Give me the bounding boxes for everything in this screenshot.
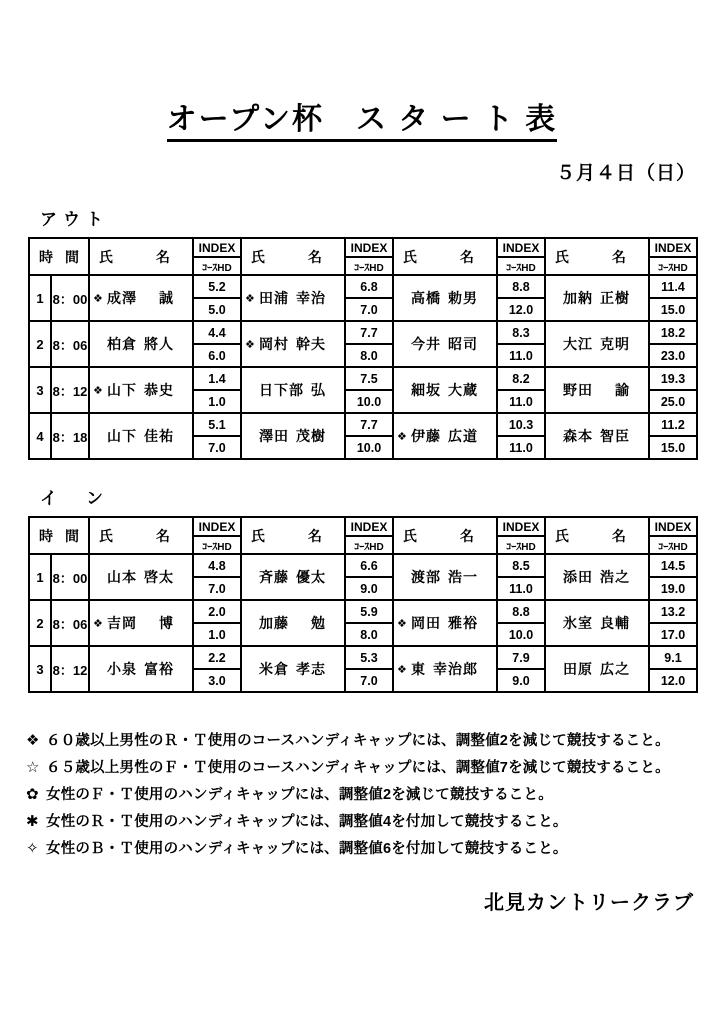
player-given-name: 正樹	[600, 290, 630, 306]
name-header-left: 氏	[555, 527, 569, 544]
index-value-cell: 13.2	[649, 600, 697, 623]
course-hd-value-cell: 11.0	[497, 390, 545, 413]
time-header-label	[30, 247, 88, 267]
player-given-name: 諭	[615, 382, 630, 398]
player-surname: 山下	[107, 428, 137, 444]
player-given-name: 幹夫	[296, 336, 326, 352]
player-surname: 今井	[411, 336, 441, 352]
course-hd-value-cell: 9.0	[345, 577, 393, 600]
index-value-cell: 5.1	[193, 413, 241, 436]
player-name-cell	[545, 554, 649, 600]
time-header-left: 時	[39, 527, 53, 544]
index-value-cell: 5.9	[345, 600, 393, 623]
name-header-left: 氏	[403, 527, 417, 544]
player-surname: 野田	[563, 382, 593, 398]
player-given-name: 富裕	[144, 661, 174, 677]
handicap-mark-icon: ❖	[397, 663, 407, 676]
player-surname: 田原	[563, 661, 593, 677]
col-header-name	[241, 517, 345, 554]
player-surname: 成澤	[107, 290, 137, 306]
player-name	[546, 288, 648, 308]
col-header-course-hd: ｺｰｽHD	[193, 536, 241, 554]
index-value-cell: 14.5	[649, 554, 697, 577]
handicap-mark-icon: ❖	[93, 617, 103, 630]
start-table-in	[28, 516, 698, 693]
player-given-name: 佳祐	[144, 428, 174, 444]
name-header-label	[546, 526, 648, 546]
player-name-cell	[89, 321, 193, 367]
footnote-item	[26, 783, 724, 810]
col-header-time	[29, 238, 89, 275]
player-given-name: 茂樹	[296, 428, 326, 444]
index-value-cell: 2.2	[193, 646, 241, 669]
player-name-cell	[393, 646, 497, 692]
name-header-left: 氏	[99, 248, 113, 265]
name-header-left: 氏	[251, 527, 265, 544]
player-name-cell	[393, 600, 497, 646]
course-hd-value-cell: 12.0	[649, 669, 697, 692]
name-header-label	[394, 526, 496, 546]
player-name-cell	[89, 275, 193, 321]
name-header-label	[394, 247, 496, 267]
index-value-cell: 11.2	[649, 413, 697, 436]
player-name	[90, 567, 192, 587]
player-surname: 小泉	[107, 661, 137, 677]
course-hd-value-cell: 5.0	[193, 298, 241, 321]
player-surname: 米倉	[259, 661, 289, 677]
player-name	[242, 567, 344, 587]
player-given-name: 將人	[144, 336, 174, 352]
player-name	[242, 288, 344, 308]
player-given-name: 幸治郎	[433, 661, 478, 677]
player-surname: 加藤	[259, 615, 289, 631]
handicap-mark-icon: ❖	[93, 384, 103, 397]
name-header-right: 名	[156, 248, 170, 265]
name-header-label	[242, 247, 344, 267]
col-header-index: INDEX	[497, 517, 545, 536]
group-number-cell: 3	[29, 646, 51, 692]
name-header-right: 名	[612, 248, 626, 265]
player-name	[242, 659, 344, 679]
footnote-symbol-icon: ✧	[26, 840, 39, 857]
footnotes	[0, 729, 724, 864]
player-name	[394, 426, 496, 446]
player-given-name: 博	[159, 615, 174, 631]
player-name	[394, 613, 496, 633]
player-name	[546, 380, 648, 400]
footnote-text: ６５歳以上男性のＦ・Ｔ使用のコースハンディキャップには、調整値7を減じて競技すること。	[46, 760, 670, 776]
player-name-cell	[241, 367, 345, 413]
player-name	[90, 288, 192, 308]
group-number-cell: 1	[29, 275, 51, 321]
col-header-index: INDEX	[649, 238, 697, 257]
player-name	[546, 659, 648, 679]
course-hd-value-cell: 7.0	[345, 298, 393, 321]
index-value-cell: 8.8	[497, 600, 545, 623]
col-header-index: INDEX	[345, 238, 393, 257]
index-value-cell: 11.4	[649, 275, 697, 298]
page-title: オープン杯 ス タ ー ト 表	[167, 94, 558, 142]
player-given-name: 勅男	[448, 290, 478, 306]
footnote-symbol-icon: ❖	[26, 732, 40, 749]
course-hd-value-cell: 25.0	[649, 390, 697, 413]
index-value-cell: 10.3	[497, 413, 545, 436]
player-name-cell	[545, 600, 649, 646]
player-surname: 高橋	[411, 290, 441, 306]
section-label-out: アウト	[40, 210, 109, 229]
handicap-mark-icon: ❖	[397, 430, 407, 443]
event-date: ５月４日（日）	[555, 163, 696, 184]
player-surname: 大江	[563, 336, 593, 352]
handicap-mark-icon: ❖	[93, 292, 103, 305]
group-number-cell: 3	[29, 367, 51, 413]
player-given-name: 大蔵	[448, 382, 478, 398]
player-name-cell	[393, 554, 497, 600]
player-name	[242, 334, 344, 354]
tee-time-cell: 8：00	[51, 275, 89, 321]
player-name-cell	[545, 367, 649, 413]
col-header-time	[29, 517, 89, 554]
course-hd-value-cell: 19.0	[649, 577, 697, 600]
player-name-cell	[241, 600, 345, 646]
group-number-cell: 4	[29, 413, 51, 459]
index-value-cell: 2.0	[193, 600, 241, 623]
player-name	[546, 334, 648, 354]
name-header-label	[90, 247, 192, 267]
footnote-text: 女性のＢ・Ｔ使用のハンディキャップには、調整値6を付加して競技すること。	[46, 841, 568, 857]
player-name-cell	[393, 413, 497, 459]
player-surname: 加納	[563, 290, 593, 306]
player-name	[90, 659, 192, 679]
index-value-cell: 8.5	[497, 554, 545, 577]
section-label-in: イ ン	[40, 489, 109, 508]
player-surname: 日下部	[259, 382, 304, 398]
tee-time-cell: 8：00	[51, 554, 89, 600]
player-name-cell	[393, 367, 497, 413]
course-hd-value-cell: 23.0	[649, 344, 697, 367]
index-value-cell: 6.6	[345, 554, 393, 577]
group-number-cell: 1	[29, 554, 51, 600]
course-hd-value-cell: 11.0	[497, 577, 545, 600]
player-given-name: 昭司	[448, 336, 478, 352]
start-table-out	[28, 237, 698, 460]
player-name-cell	[545, 646, 649, 692]
player-given-name: 広道	[448, 428, 478, 444]
footnote-item	[26, 810, 724, 837]
footnote-symbol-icon: ✿	[26, 786, 39, 803]
player-given-name: 広之	[600, 661, 630, 677]
player-surname: 細坂	[411, 382, 441, 398]
player-name	[90, 613, 192, 633]
player-given-name: 克明	[600, 336, 630, 352]
start-row	[29, 600, 697, 623]
player-name	[394, 659, 496, 679]
player-given-name: 弘	[311, 382, 326, 398]
tee-time-cell: 8：06	[51, 600, 89, 646]
col-header-course-hd: ｺｰｽHD	[345, 257, 393, 275]
player-given-name: 幸治	[296, 290, 326, 306]
course-hd-value-cell: 3.0	[193, 669, 241, 692]
player-name-cell	[89, 646, 193, 692]
name-header-label	[242, 526, 344, 546]
course-hd-value-cell: 6.0	[193, 344, 241, 367]
col-header-name	[545, 238, 649, 275]
name-header-right: 名	[308, 527, 322, 544]
index-value-cell: 9.1	[649, 646, 697, 669]
header-row-top	[29, 517, 697, 536]
player-name	[546, 613, 648, 633]
footnote-item	[26, 837, 724, 864]
title-row	[0, 0, 724, 142]
player-name	[546, 567, 648, 587]
course-hd-value-cell: 10.0	[345, 436, 393, 459]
start-row	[29, 413, 697, 436]
player-given-name: 浩之	[600, 569, 630, 585]
course-hd-value-cell: 8.0	[345, 344, 393, 367]
footnote-symbol-icon: ✱	[26, 813, 39, 830]
name-header-right: 名	[156, 527, 170, 544]
col-header-course-hd: ｺｰｽHD	[193, 257, 241, 275]
index-value-cell: 5.2	[193, 275, 241, 298]
player-given-name: 勉	[311, 615, 326, 631]
player-surname: 山下	[107, 382, 137, 398]
player-surname: 柏倉	[107, 336, 137, 352]
col-header-name	[393, 238, 497, 275]
name-header-right: 名	[612, 527, 626, 544]
signature-row	[0, 886, 724, 915]
player-name	[90, 426, 192, 446]
player-surname: 氷室	[563, 615, 593, 631]
player-name-cell	[393, 321, 497, 367]
name-header-left: 氏	[403, 248, 417, 265]
time-header-right: 間	[65, 527, 79, 544]
footnote-item	[26, 756, 724, 783]
tee-time-cell: 8：12	[51, 367, 89, 413]
name-header-right: 名	[308, 248, 322, 265]
start-row	[29, 554, 697, 577]
course-hd-value-cell: 1.0	[193, 390, 241, 413]
tee-time-cell: 8：12	[51, 646, 89, 692]
index-value-cell: 7.7	[345, 321, 393, 344]
col-header-name	[545, 517, 649, 554]
handicap-mark-icon: ❖	[397, 617, 407, 630]
col-header-index: INDEX	[193, 517, 241, 536]
player-surname: 渡部	[411, 569, 441, 585]
handicap-mark-icon: ❖	[245, 292, 255, 305]
col-header-course-hd: ｺｰｽHD	[345, 536, 393, 554]
start-row	[29, 275, 697, 298]
player-name	[242, 426, 344, 446]
name-header-label	[546, 247, 648, 267]
player-given-name: 浩一	[448, 569, 478, 585]
col-header-name	[89, 517, 193, 554]
date-row	[0, 158, 724, 185]
col-header-index: INDEX	[193, 238, 241, 257]
time-header-right: 間	[65, 248, 79, 265]
index-value-cell: 5.3	[345, 646, 393, 669]
player-surname: 澤田	[259, 428, 289, 444]
player-name-cell	[545, 275, 649, 321]
club-name: 北見カントリークラブ	[484, 892, 694, 914]
footnote-text: 女性のＦ・Ｔ使用のハンディキャップには、調整値2を減じて競技すること。	[46, 787, 553, 803]
player-surname: 東	[411, 661, 426, 677]
course-hd-value-cell: 7.0	[345, 669, 393, 692]
tee-time-cell: 8：18	[51, 413, 89, 459]
index-value-cell: 7.5	[345, 367, 393, 390]
course-hd-value-cell: 12.0	[497, 298, 545, 321]
index-value-cell: 8.2	[497, 367, 545, 390]
player-name-cell	[241, 646, 345, 692]
name-header-right: 名	[460, 248, 474, 265]
player-name	[394, 334, 496, 354]
player-surname: 斉藤	[259, 569, 289, 585]
player-name-cell	[241, 321, 345, 367]
player-name	[546, 426, 648, 446]
player-name-cell	[241, 275, 345, 321]
start-row	[29, 646, 697, 669]
player-given-name: 啓太	[144, 569, 174, 585]
footnote-text: 女性のＲ・Ｔ使用のハンディキャップには、調整値4を付加して競技すること。	[46, 814, 568, 830]
player-given-name: 恭史	[144, 382, 174, 398]
course-hd-value-cell: 10.0	[345, 390, 393, 413]
player-name	[394, 288, 496, 308]
player-name-cell	[89, 367, 193, 413]
player-name	[242, 380, 344, 400]
index-value-cell: 19.3	[649, 367, 697, 390]
player-name-cell	[89, 413, 193, 459]
player-name-cell	[241, 413, 345, 459]
index-value-cell: 7.7	[345, 413, 393, 436]
player-surname: 田浦	[259, 290, 289, 306]
handicap-mark-icon: ❖	[245, 338, 255, 351]
course-hd-value-cell: 7.0	[193, 436, 241, 459]
player-name-cell	[393, 275, 497, 321]
start-row	[29, 321, 697, 344]
footnote-symbol-icon: ☆	[26, 759, 40, 776]
header-row-top	[29, 238, 697, 257]
col-header-course-hd: ｺｰｽHD	[497, 536, 545, 554]
player-given-name: 智臣	[600, 428, 630, 444]
name-header-left: 氏	[99, 527, 113, 544]
col-header-course-hd: ｺｰｽHD	[497, 257, 545, 275]
index-value-cell: 7.9	[497, 646, 545, 669]
index-value-cell: 8.3	[497, 321, 545, 344]
course-hd-value-cell: 11.0	[497, 436, 545, 459]
index-value-cell: 1.4	[193, 367, 241, 390]
player-name-cell	[241, 554, 345, 600]
player-name	[90, 380, 192, 400]
player-surname: 添田	[563, 569, 593, 585]
player-given-name: 優太	[296, 569, 326, 585]
player-name-cell	[89, 554, 193, 600]
name-header-left: 氏	[555, 248, 569, 265]
col-header-index: INDEX	[497, 238, 545, 257]
player-surname: 岡村	[259, 336, 289, 352]
time-header-left: 時	[39, 248, 53, 265]
player-surname: 山本	[107, 569, 137, 585]
col-header-course-hd: ｺｰｽHD	[649, 257, 697, 275]
player-name	[90, 334, 192, 354]
player-surname: 森本	[563, 428, 593, 444]
name-header-left: 氏	[251, 248, 265, 265]
player-given-name: 雅裕	[448, 615, 478, 631]
footnote-text: ６０歳以上男性のＲ・Ｔ使用のコースハンディキャップには、調整値2を減じて競技すること。	[46, 733, 670, 749]
player-given-name: 誠	[159, 290, 174, 306]
group-number-cell: 2	[29, 321, 51, 367]
course-hd-value-cell: 1.0	[193, 623, 241, 646]
col-header-index: INDEX	[649, 517, 697, 536]
player-name-cell	[89, 600, 193, 646]
col-header-course-hd: ｺｰｽHD	[649, 536, 697, 554]
col-header-name	[89, 238, 193, 275]
tee-time-cell: 8：06	[51, 321, 89, 367]
index-value-cell: 4.8	[193, 554, 241, 577]
footnote-item	[26, 729, 724, 756]
index-value-cell: 4.4	[193, 321, 241, 344]
start-row	[29, 367, 697, 390]
course-hd-value-cell: 17.0	[649, 623, 697, 646]
player-given-name: 孝志	[296, 661, 326, 677]
player-name	[394, 380, 496, 400]
course-hd-value-cell: 15.0	[649, 298, 697, 321]
course-hd-value-cell: 10.0	[497, 623, 545, 646]
player-given-name: 良輔	[600, 615, 630, 631]
col-header-index: INDEX	[345, 517, 393, 536]
player-surname: 吉岡	[107, 615, 137, 631]
course-hd-value-cell: 9.0	[497, 669, 545, 692]
col-header-name	[241, 238, 345, 275]
group-number-cell: 2	[29, 600, 51, 646]
course-hd-value-cell: 15.0	[649, 436, 697, 459]
player-name	[242, 613, 344, 633]
player-name-cell	[545, 413, 649, 459]
course-hd-value-cell: 7.0	[193, 577, 241, 600]
player-surname: 伊藤	[411, 428, 441, 444]
course-hd-value-cell: 11.0	[497, 344, 545, 367]
index-value-cell: 6.8	[345, 275, 393, 298]
player-name-cell	[545, 321, 649, 367]
name-header-label	[90, 526, 192, 546]
col-header-name	[393, 517, 497, 554]
player-name	[394, 567, 496, 587]
index-value-cell: 8.8	[497, 275, 545, 298]
index-value-cell: 18.2	[649, 321, 697, 344]
name-header-right: 名	[460, 527, 474, 544]
player-surname: 岡田	[411, 615, 441, 631]
time-header-label	[30, 526, 88, 546]
course-hd-value-cell: 8.0	[345, 623, 393, 646]
